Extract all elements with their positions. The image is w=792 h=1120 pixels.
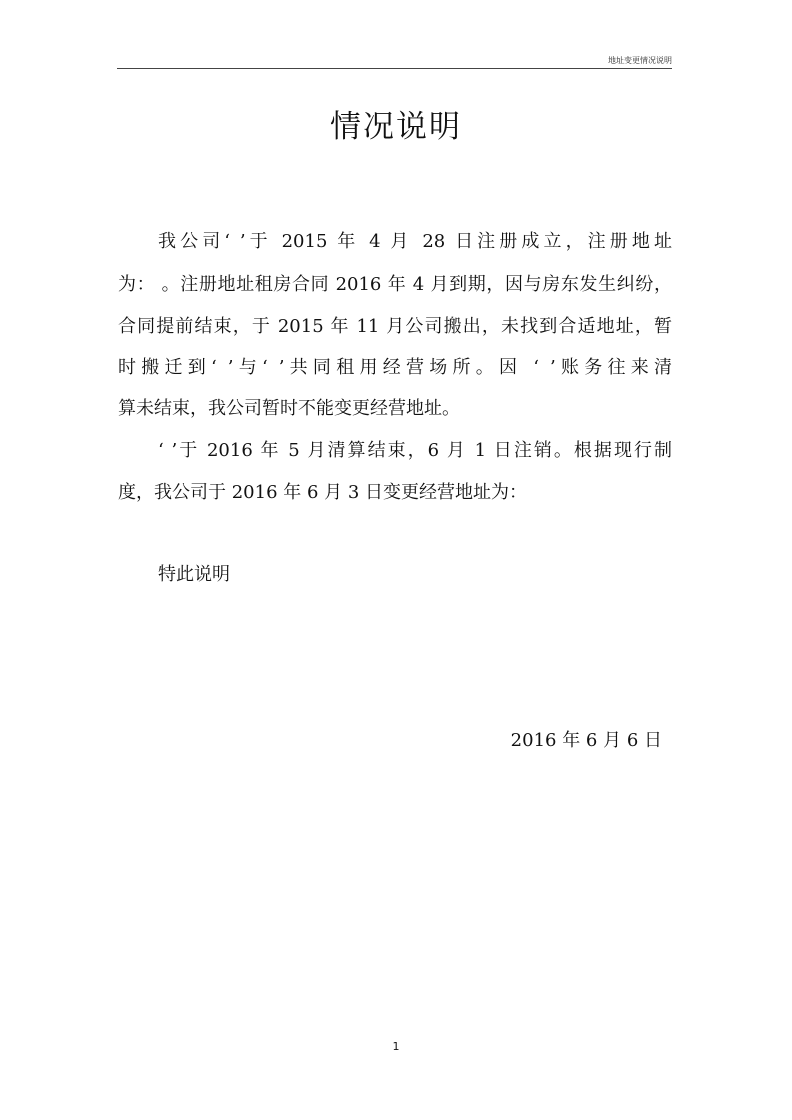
body-line-4: 时搬迁到‘ ’与‘ ’共同租用经营场所。因 ‘ ’账务往来清 bbox=[118, 357, 672, 378]
body-line-3: 合同提前结束，于 2015 年 11 月公司搬出，未找到合适地址，暂 bbox=[118, 316, 672, 337]
document-date: 2016 年 6 月 6 日 bbox=[510, 730, 662, 751]
header-divider bbox=[117, 68, 672, 69]
document-title: 情况说明 bbox=[330, 109, 462, 145]
body-line-1: 我公司‘ ’于 2015 年 4 月 28 日注册成立，注册地址 bbox=[158, 231, 672, 252]
body-line-6: ‘ ’于 2016 年 5 月清算结束，6 月 1 日注销。根据现行制 bbox=[158, 440, 672, 461]
page-number: 1 bbox=[392, 1040, 400, 1053]
body-line-5: 算未结束，我公司暂时不能变更经营地址。 bbox=[118, 398, 460, 419]
body-line-7: 度，我公司于 2016 年 6 月 3 日变更经营地址为： bbox=[118, 482, 528, 503]
running-header-title: 地址变更情况说明 bbox=[608, 56, 672, 65]
body-line-2: 为： 。注册地址租房合同 2016 年 4 月到期，因与房东发生纠纷， bbox=[118, 274, 672, 295]
closing-statement: 特此说明 bbox=[158, 564, 230, 585]
